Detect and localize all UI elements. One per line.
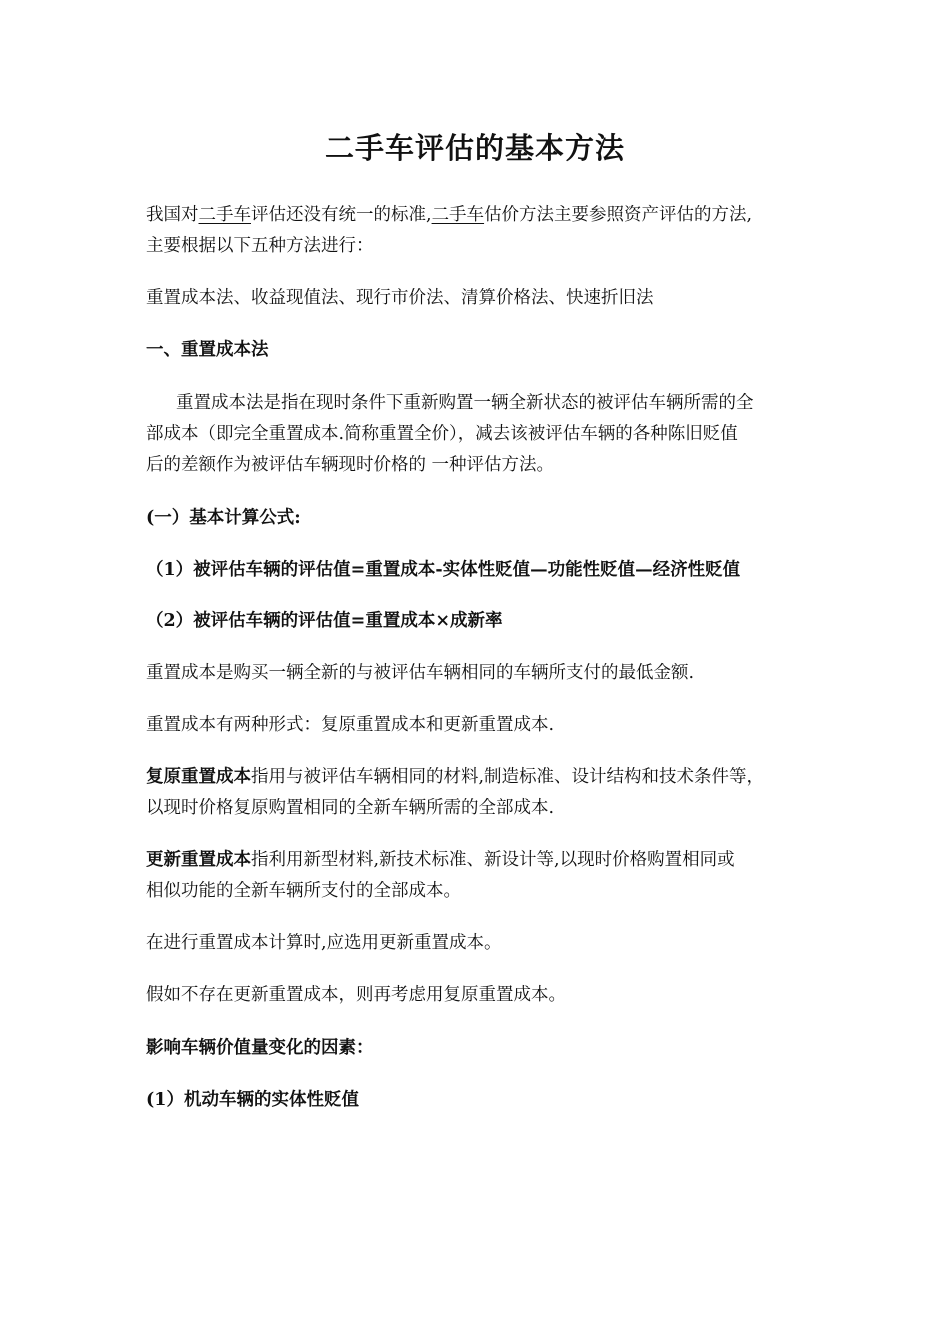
factor-1: (1）机动车辆的实体性贬值 <box>146 1090 359 1110</box>
two-forms-text: 重置成本有两种形式：复原重置成本和更新重置成本. <box>146 715 555 735</box>
document-title: 二手车评估的基本方法 <box>324 131 625 165</box>
methods-list: 重置成本法、收益现值法、现行市价法、清算价格法、快速折旧法 <box>146 288 654 308</box>
restore-cost-paragraph: 复原重置成本指用与被评估车辆相同的材料,制造标准、设计结构和技术条件等， 以现时价格复原购置相同的全新车辆所需的全部成本. <box>146 767 765 818</box>
formula-2: （2）被评估车辆的评估值=重置成本×成新率 <box>146 611 503 631</box>
fallback-text: 假如不存在更新重置成本，则再考虑用复原重置成本。 <box>146 985 566 1005</box>
intro-paragraph <box>146 200 826 262</box>
factors-heading: 影响车辆价值量变化的因素： <box>146 1038 374 1058</box>
renew-cost-paragraph: 更新重置成本指利用新型材料,新技术标准、新设计等,以现时价格购置相同或 相似功能的全新车辆所支付的全部成本。 <box>146 850 735 901</box>
renew-cost-term: 更新重置成本 <box>146 850 251 870</box>
intro-line-2: 主要根据以下五种方法进行： <box>146 236 374 256</box>
formula-1: （1）被评估车辆的评估值=重置成本-实体性贬值—功能性贬值—经济性贬值 <box>146 560 741 580</box>
formula-heading: (一）基本计算公式: <box>146 508 301 528</box>
intro-line-1: 我国对二手车评估还没有统一的标准,二手车估价方法主要参照资产评估的方法, <box>146 205 753 225</box>
used-car-link[interactable]: 二手车 <box>431 205 485 225</box>
replacement-cost-definition: 重置成本是购买一辆全新的与被评估车辆相同的车辆所支付的最低金额. <box>146 663 695 683</box>
used-car-link[interactable]: 二手车 <box>198 205 251 225</box>
use-renew-text: 在进行重置成本计算时,应选用更新重置成本。 <box>146 933 502 953</box>
section1-heading: 一、重置成本法 <box>146 340 269 360</box>
section1-body: 重置成本法是指在现时条件下重新购置一辆全新状态的被评估车辆所需的全 部成本（即完全重置成本.简称重置全价），减去该被评估车辆的各种陈旧贬值 后的差额作为被评估车辆现时价格的 一种评估方法。 <box>146 393 754 475</box>
restore-cost-term: 复原重置成本 <box>146 767 251 787</box>
